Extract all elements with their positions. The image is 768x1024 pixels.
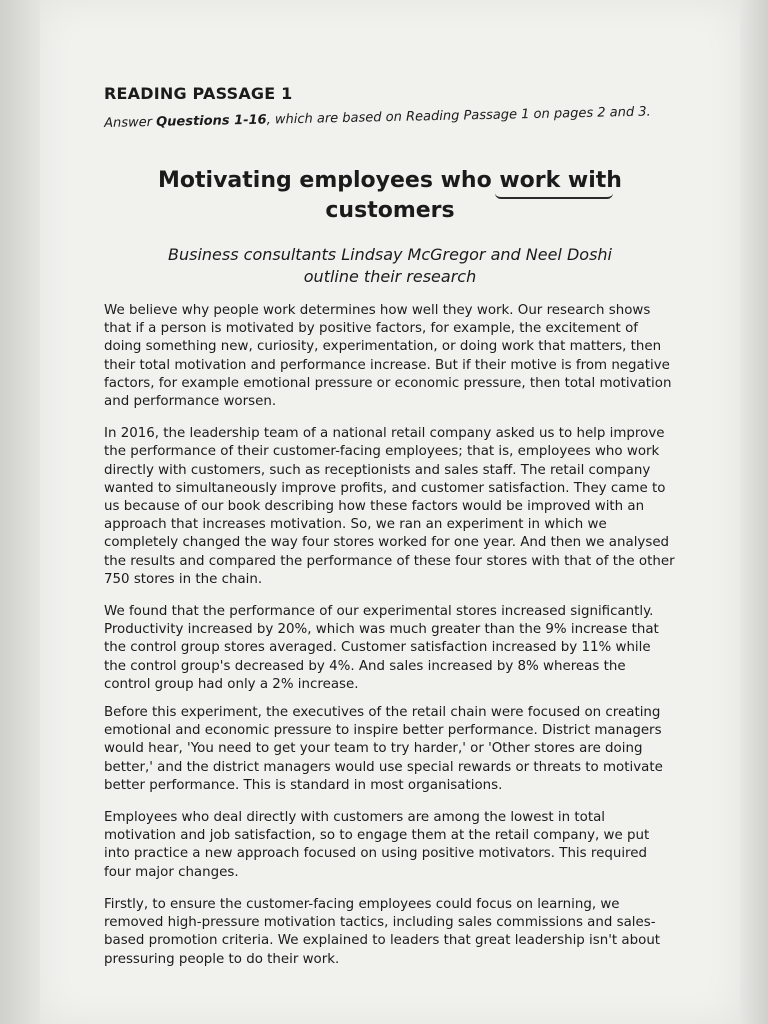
paragraph-6: Firstly, to ensure the customer-facing employees could focus on learning, we removed high-pressure motivation tactics, including sales commissions and sales-based promotion criteria. We explained to leaders that great leadership isn't about pressuring people to do their work. [104,896,661,967]
article-subtitle-line-2: outline their research [303,267,477,286]
article-title-line-2: customers [325,198,455,223]
paragraph-2: In 2016, the leadership team of a national retail company asked us to help improve the performance of their customer-facing employees; that is, employees who work directly with customers, such as receptionists and sales staff. The retail company wanted to simultaneously improve profits, and customer satisfaction. They came to us because of our book describing how these factors would be improved with an approach that increases motivation. So, we ran an experiment in which we completely changed the way four stores worked for one year. And then we analysed the results and compared the performance of these four stores with that of the other 750 stores in the chain. [104,426,675,587]
article-body [104,302,676,983]
instructions-prefix: Answer [104,114,157,131]
instructions-suffix: , which are based on Reading Passage 1 on pages 2 and 3. [266,104,651,128]
paragraph-3: We found that the performance of our experimental stores increased significantly. Productivity increased by 20%, which was much greater than the 9% increase that the control group stores averaged. Customer satisfaction increased by 11% while the control group's decreased by 4%. And sales increased by 8% whereas the control group had only a 2% increase. [104,604,659,692]
paragraph-1: We believe why people work determines how well they work. Our research shows that if a person is motivated by positive factors, for example, the excitement of doing something new, curiosity, experimentation, or doing work that matters, then their total motivation and performance increase. But if their motive is from negative factors, for example emotional pressure or economic pressure, then total motivation and performance worsen. [104,303,672,410]
handwritten-underline [495,193,613,199]
section-label: READING PASSAGE 1 [104,84,293,103]
page-edge-right [740,0,768,1024]
article-subtitle-line-1: Business consultants Lindsay McGregor and Neel Doshi [168,245,612,264]
instructions-questions: Questions 1-16 [156,112,267,130]
paragraph-5: Employees who deal directly with customers are among the lowest in total motivation and job satisfaction, so to engage them at the retail company, we put into practice a new approach focused on using positive motivators. This required four major changes. [104,810,650,880]
page-edge-left [0,0,40,1024]
article-subtitle [100,244,680,288]
paragraph-4: Before this experiment, the executives of the retail chain were focused on creating emotional and economic pressure to inspire better performance. District managers would hear, 'You need to get your team to try harder,' or 'Other stores are doing better,' and the district managers would use special rewards or threats to motivate better performance. This is standard in most organisations. [104,705,663,793]
article-title-line-1: Motivating employees who work with [158,168,622,193]
